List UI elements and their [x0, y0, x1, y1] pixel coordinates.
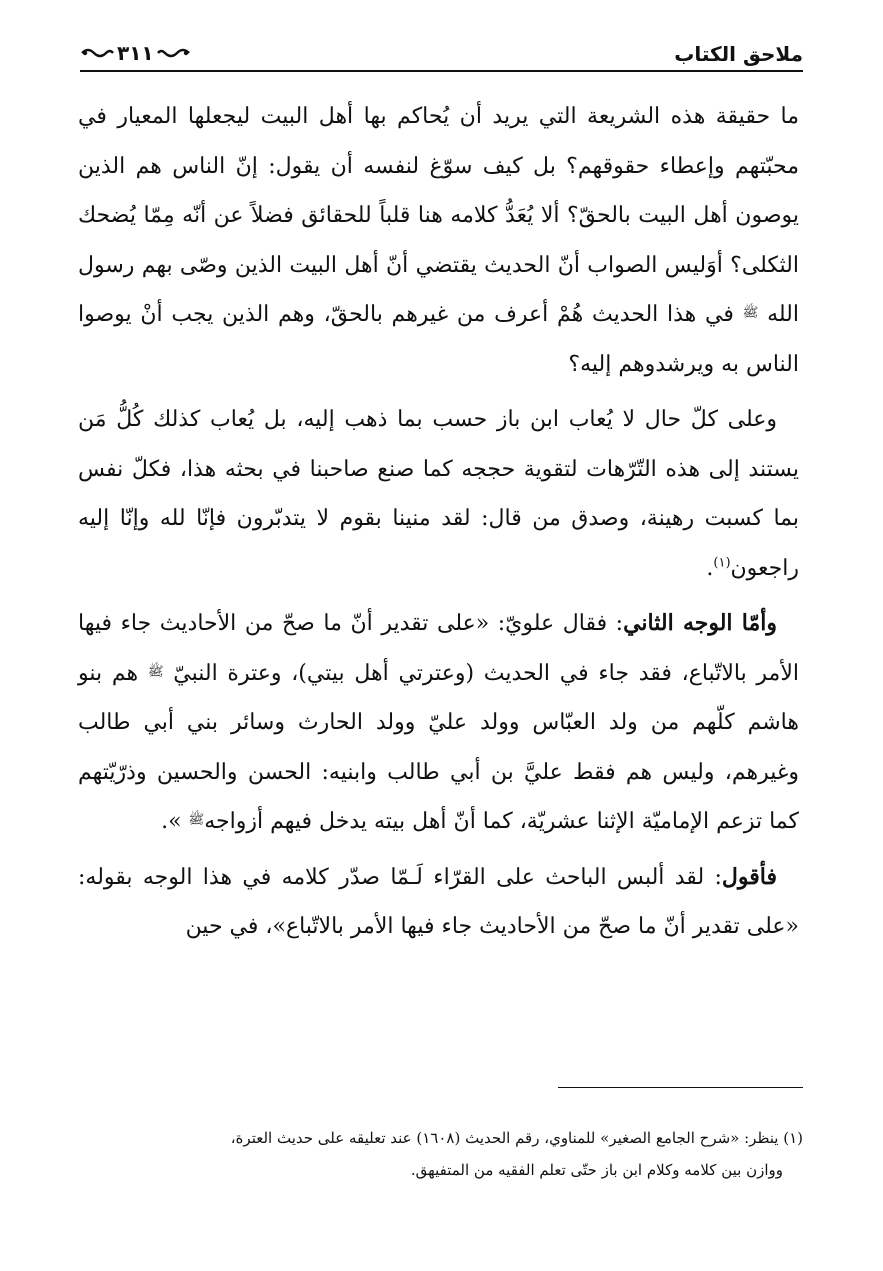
footnote-marker: (١) [713, 555, 731, 571]
paragraph-1 [78, 92, 799, 389]
footnote-rule [558, 1087, 803, 1088]
paragraph-3-lead: وأمّا الوجه الثاني [623, 610, 777, 636]
footnote-line-1: (١) ينظر: «شرح الجامع الصغير» للمناوي، رقم الحديث (١٦٠٨) عند تعليقه على حديث العترة، [230, 1129, 803, 1147]
footnote [80, 1122, 803, 1186]
footnote-line-2: ووازن بين كلامه وكلام ابن باز حتّى تعلم الفقيه من المتفيهق. [410, 1161, 783, 1179]
ornament-right-icon [157, 46, 191, 60]
main-text [78, 92, 799, 958]
page-number [80, 41, 191, 68]
paragraph-4 [78, 853, 799, 952]
paragraph-3-text-cont: هم بنو هاشم كلّهم من ولد العبّاس وولد عليّ وولد الحارث وسائر بني أبي طالب وغيرهم، وليس هم فقط عليَّ بن أبي طالب وابنيه: الحسن والحسين وذرّيّتهم كما تزعم الإماميّة الإثنا عشريّة، كما أنّ أهل بيته يدخل فيهم أزواجه [78, 660, 799, 834]
paragraph-3-end: ». [161, 809, 182, 834]
paragraph-1-text: ما حقيقة هذه الشريعة التي يريد أن يُحاكم بها أهل البيت ليجعلها المعيار في محبّتهم وإعطاء حقوقهم؟ بل كيف سوّغ لنفسه أن يقول: إنّ الناس هم الذين يوصون أهل البيت بالحقّ؟ ألا يُعَدُّ كلامه هنا قلباً للحقائق فضلاً عن أنّه مِمّا يُضحك الثكلى؟ أوَليس الصواب أنّ الحديث يقتضي أنّ أهل البيت الذين وصّى بهم رسول الله [78, 104, 799, 327]
ornament-left-icon [80, 46, 114, 60]
paragraph-3 [78, 599, 799, 847]
honorific-glyph: ﷺ [147, 663, 164, 679]
paragraph-4-text: : لقد ألبس الباحث على القرّاء لَـمّا صدّر كلامه في هذا الوجه بقوله: «على تقدير أنّ ما صحّ من الأحاديث جاء فيها الأمر بالاتّباع»، في حين [78, 864, 799, 939]
paragraph-1-text-cont: في هذا الحديث هُمْ أعرف من غيرهم بالحقّ، وهم الذين يجب أنْ يوصوا الناس به ويرشدوهم إليه؟ [78, 302, 799, 377]
paragraph-4-lead: فأقول [721, 863, 777, 890]
page-number-text: ٣١١ [117, 41, 154, 65]
paragraph-2 [78, 395, 799, 593]
paragraph-3-text: : فقال علويّ: «على تقدير أنّ ما صحّ من الأحاديث جاء فيها الأمر بالاتّباع، فقد جاء في الحديث (وعترتي أهل بيتي)، وعترة النبيّ [78, 611, 799, 686]
paragraph-2-text: وعلى كلّ حال لا يُعاب ابن باز حسب بما ذهب إليه، بل يُعاب كذلك كُلُّ مَن يستند إلى هذه التّرّهات لتقوية حججه كما صنع صاحبنا في بحثه هذا، فكلّ نفس بما كسبت رهينة، وصدق من قال: لقد منينا بقوم لا يتدبّرون فإنّا لله وإنّا إليه راجعون [78, 407, 799, 581]
header-rule [80, 70, 803, 72]
honorific-glyph: ﷺ [742, 305, 759, 321]
honorific-glyph: ﷺ [188, 812, 205, 828]
running-header [80, 28, 803, 68]
paragraph-2-end: . [706, 555, 714, 581]
header-title: ملاحق الكتاب [674, 42, 803, 66]
